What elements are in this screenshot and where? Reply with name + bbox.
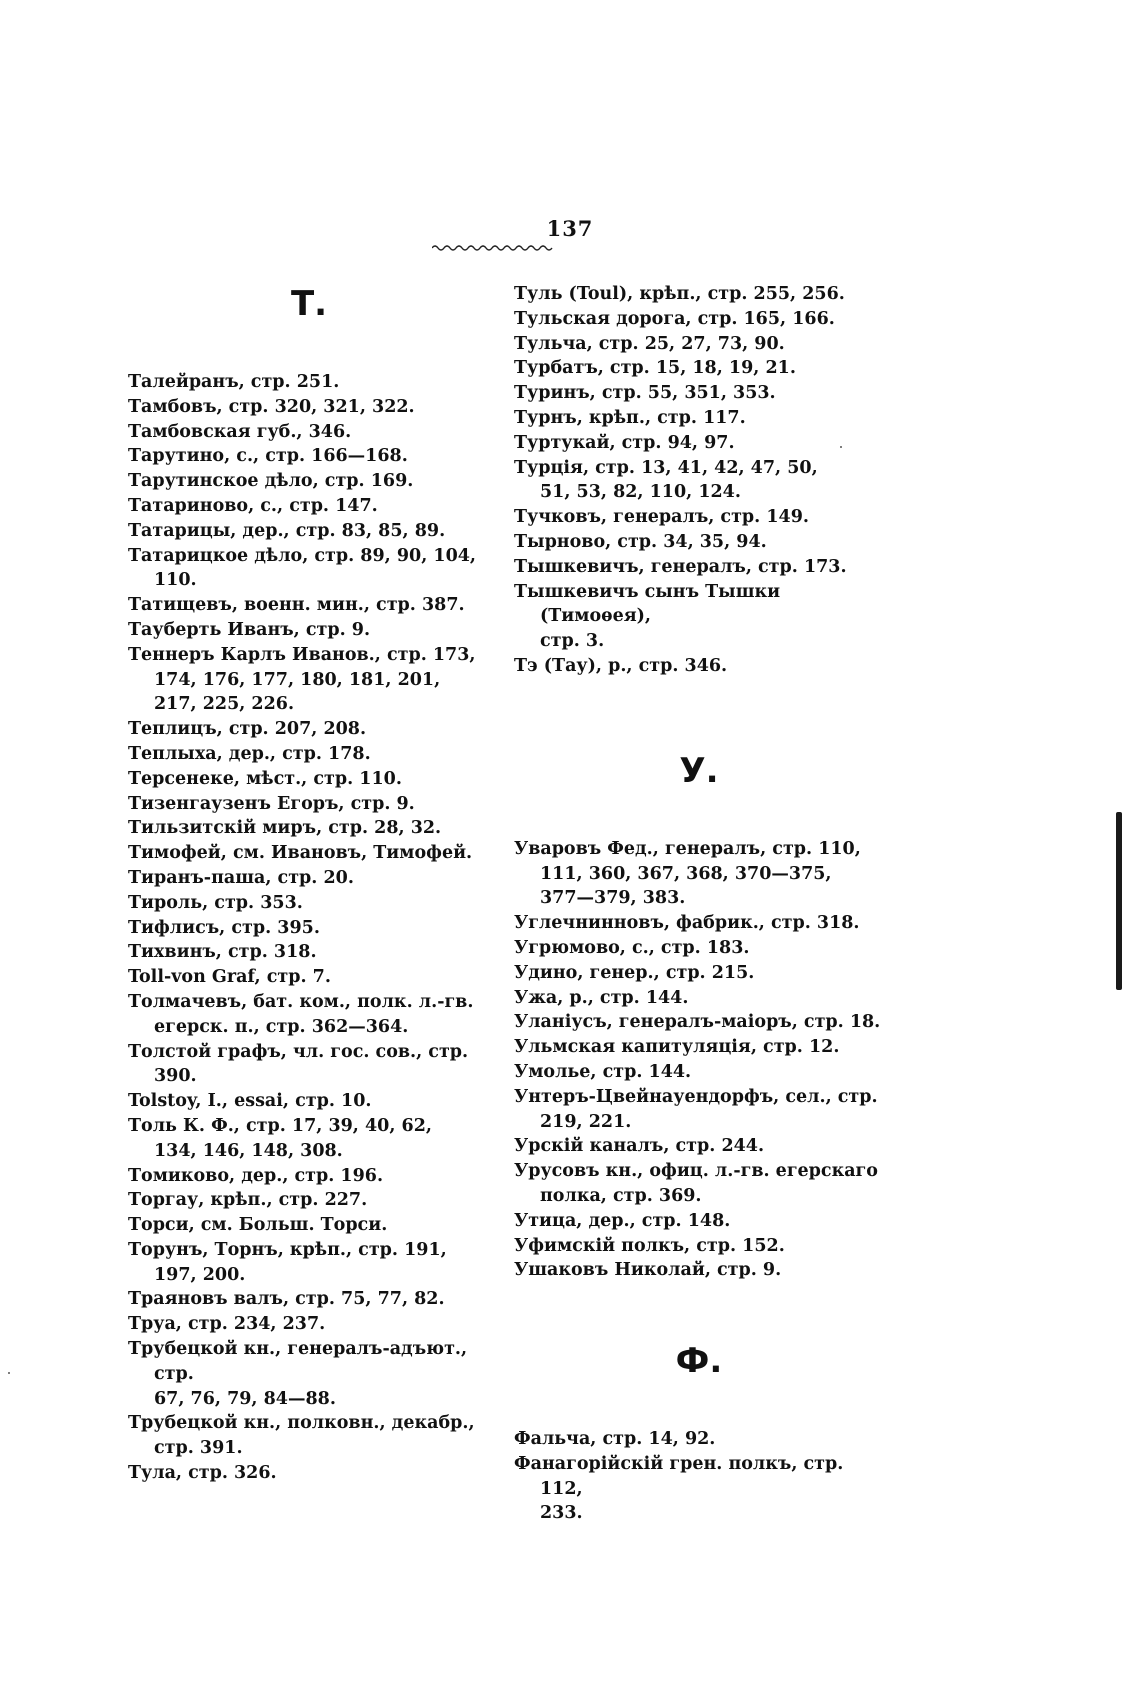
- index-entry: Утица, дер., стр. 148.: [514, 1210, 731, 1231]
- index-entry: Трубецкой кн., генералъ-адъют., стр. 67, 76, 79, 84—88.: [128, 1339, 468, 1409]
- index-entry: Торгау, крѣп., стр. 227.: [128, 1190, 368, 1211]
- index-entry: Теплыха, дер., стр. 178.: [128, 743, 371, 764]
- index-entry: Туль (Toul), крѣп., стр. 255, 256.: [514, 284, 845, 304]
- index-entry: Тарутино, с., стр. 166—168.: [128, 446, 408, 467]
- index-entry: Ужа, р., стр. 144.: [514, 987, 689, 1008]
- scan-speck: [8, 1372, 10, 1374]
- index-entry: Тучковъ, генералъ, стр. 149.: [514, 507, 809, 528]
- index-entry: Тамбовская губ., 346.: [128, 421, 352, 442]
- index-column-left: [128, 282, 490, 1486]
- index-entry: Тамбовъ, стр. 320, 321, 322.: [128, 396, 415, 417]
- index-entry: Tolstoy, I., essai, стр. 10.: [128, 1091, 372, 1112]
- index-entry: Трубецкой кн., полковн., декабр., стр. 391.: [128, 1413, 475, 1459]
- index-entry: Турбатъ, стр. 15, 18, 19, 21.: [514, 358, 796, 379]
- index-entry: Тырново, стр. 34, 35, 94.: [514, 531, 767, 552]
- index-entry: Теплицъ, стр. 207, 208.: [128, 719, 367, 740]
- page-number: 137: [546, 216, 594, 241]
- index-entry: Терсенеке, мѣст., стр. 110.: [128, 768, 402, 789]
- index-entry: Толмачевъ, бат. ком., полк. л.-гв. егерск. п., стр. 362—364.: [128, 991, 474, 1037]
- index-entry: Труа, стр. 234, 237.: [128, 1314, 326, 1335]
- index-entry: Татарицы, дер., стр. 83, 85, 89.: [128, 520, 446, 541]
- index-entry: Турнъ, крѣп., стр. 117.: [514, 407, 746, 428]
- index-entry: Умолье, стр. 144.: [514, 1061, 692, 1082]
- section-letter-t: Т.: [290, 284, 328, 324]
- index-entry: Тула, стр. 326.: [128, 1463, 277, 1484]
- index-entry: Унтеръ-Цвейнауендорфъ, сел., стр. 219, 221.: [514, 1086, 878, 1132]
- index-entry: Угрюмово, с., стр. 183.: [514, 937, 750, 958]
- index-entry: Торунъ, Торнъ, крѣп., стр. 191, 197, 200.: [128, 1239, 447, 1285]
- index-entry: Фанагорійскій грен. полкъ, стр. 112, 233.: [514, 1453, 844, 1524]
- index-entry: Татариново, с., стр. 147.: [128, 495, 378, 516]
- index-entry: Туртукай, стр. 94, 97.: [514, 432, 735, 453]
- index-entry: Уланіусъ, генералъ-маіоръ, стр. 18.: [514, 1012, 881, 1033]
- index-entry: Тифлисъ, стр. 395.: [128, 917, 320, 938]
- index-entry: Толстой графъ, чл. гос. сов., стр. 390.: [128, 1041, 469, 1087]
- index-entry: Toll-von Graf, стр. 7.: [128, 967, 331, 988]
- index-entry: Туринъ, стр. 55, 351, 353.: [514, 383, 776, 404]
- index-entry: Татарицкое дѣло, стр. 89, 90, 104, 110.: [128, 545, 477, 591]
- index-entry: Углечнинновъ, фабрик., стр. 318.: [514, 913, 860, 934]
- index-entry: Тимофей, см. Ивановъ, Тимофей.: [128, 843, 473, 864]
- index-entry: Тульская дорога, стр. 165, 166.: [514, 308, 835, 329]
- index-entry: Тышкевичъ сынъ Тышки (Тимоѳея), стр. 3.: [514, 581, 781, 652]
- index-entry: Тарутинское дѣло, стр. 169.: [128, 471, 414, 492]
- index-entry: Турція, стр. 13, 41, 42, 47, 50, 51, 53, 82, 110, 124.: [514, 457, 818, 503]
- section-letter-f: Ф.: [675, 1341, 723, 1382]
- index-entry: Урусовъ кн., офиц. л.-гв. егерскаго полка, стр. 369.: [514, 1161, 878, 1206]
- index-entry: Фальча, стр. 14, 92.: [514, 1429, 716, 1450]
- index-entry: Томиково, дер., стр. 196.: [128, 1165, 384, 1186]
- index-column-right: [514, 282, 884, 1526]
- index-entry: Ушаковъ Николай, стр. 9.: [514, 1260, 782, 1281]
- index-entry: Талейранъ, стр. 251.: [128, 372, 340, 392]
- index-entry: Тироль, стр. 353.: [128, 892, 303, 913]
- index-entry: Траяновъ валъ, стр. 75, 77, 82.: [128, 1289, 445, 1310]
- index-entry: Тиранъ-паша, стр. 20.: [128, 867, 354, 888]
- index-entry: Тильзитскій миръ, стр. 28, 32.: [128, 818, 442, 839]
- wavy-rule-ornament: [432, 244, 556, 252]
- index-entry: Тауберть Иванъ, стр. 9.: [128, 619, 371, 640]
- index-entry: Тульча, стр. 25, 27, 73, 90.: [514, 333, 785, 354]
- index-entry: Тэ (Тау), р., стр. 346.: [514, 655, 728, 676]
- scan-edge-mark: [1116, 812, 1122, 990]
- index-entry: Уваровъ Фед., генералъ, стр. 110, 111, 360, 367, 368, 370—375, 377—379, 383.: [514, 838, 861, 909]
- index-entry: Удино, генер., стр. 215.: [514, 962, 755, 983]
- index-entry: Уфимскій полкъ, стр. 152.: [514, 1235, 785, 1256]
- index-entry: Ульмская капитуляція, стр. 12.: [514, 1037, 840, 1058]
- index-entry: Урскій каналъ, стр. 244.: [514, 1136, 765, 1157]
- index-entry: Тышкевичъ, генералъ, стр. 173.: [514, 556, 847, 577]
- index-entry: Толь К. Ф., стр. 17, 39, 40, 62, 134, 146, 148, 308.: [128, 1115, 432, 1161]
- index-entry: Торси, см. Больш. Торси.: [128, 1215, 388, 1236]
- index-entry: Тихвинъ, стр. 318.: [128, 942, 317, 963]
- section-letter-u: У.: [679, 750, 719, 791]
- index-entry: Теннеръ Карлъ Иванов., стр. 173, 174, 176, 177, 180, 181, 201, 217, 225, 226.: [128, 644, 476, 715]
- index-entry: Тизенгаузенъ Егоръ, стр. 9.: [128, 793, 415, 814]
- index-entry: Татищевъ, военн. мин., стр. 387.: [128, 595, 465, 616]
- scan-speck: [840, 446, 842, 448]
